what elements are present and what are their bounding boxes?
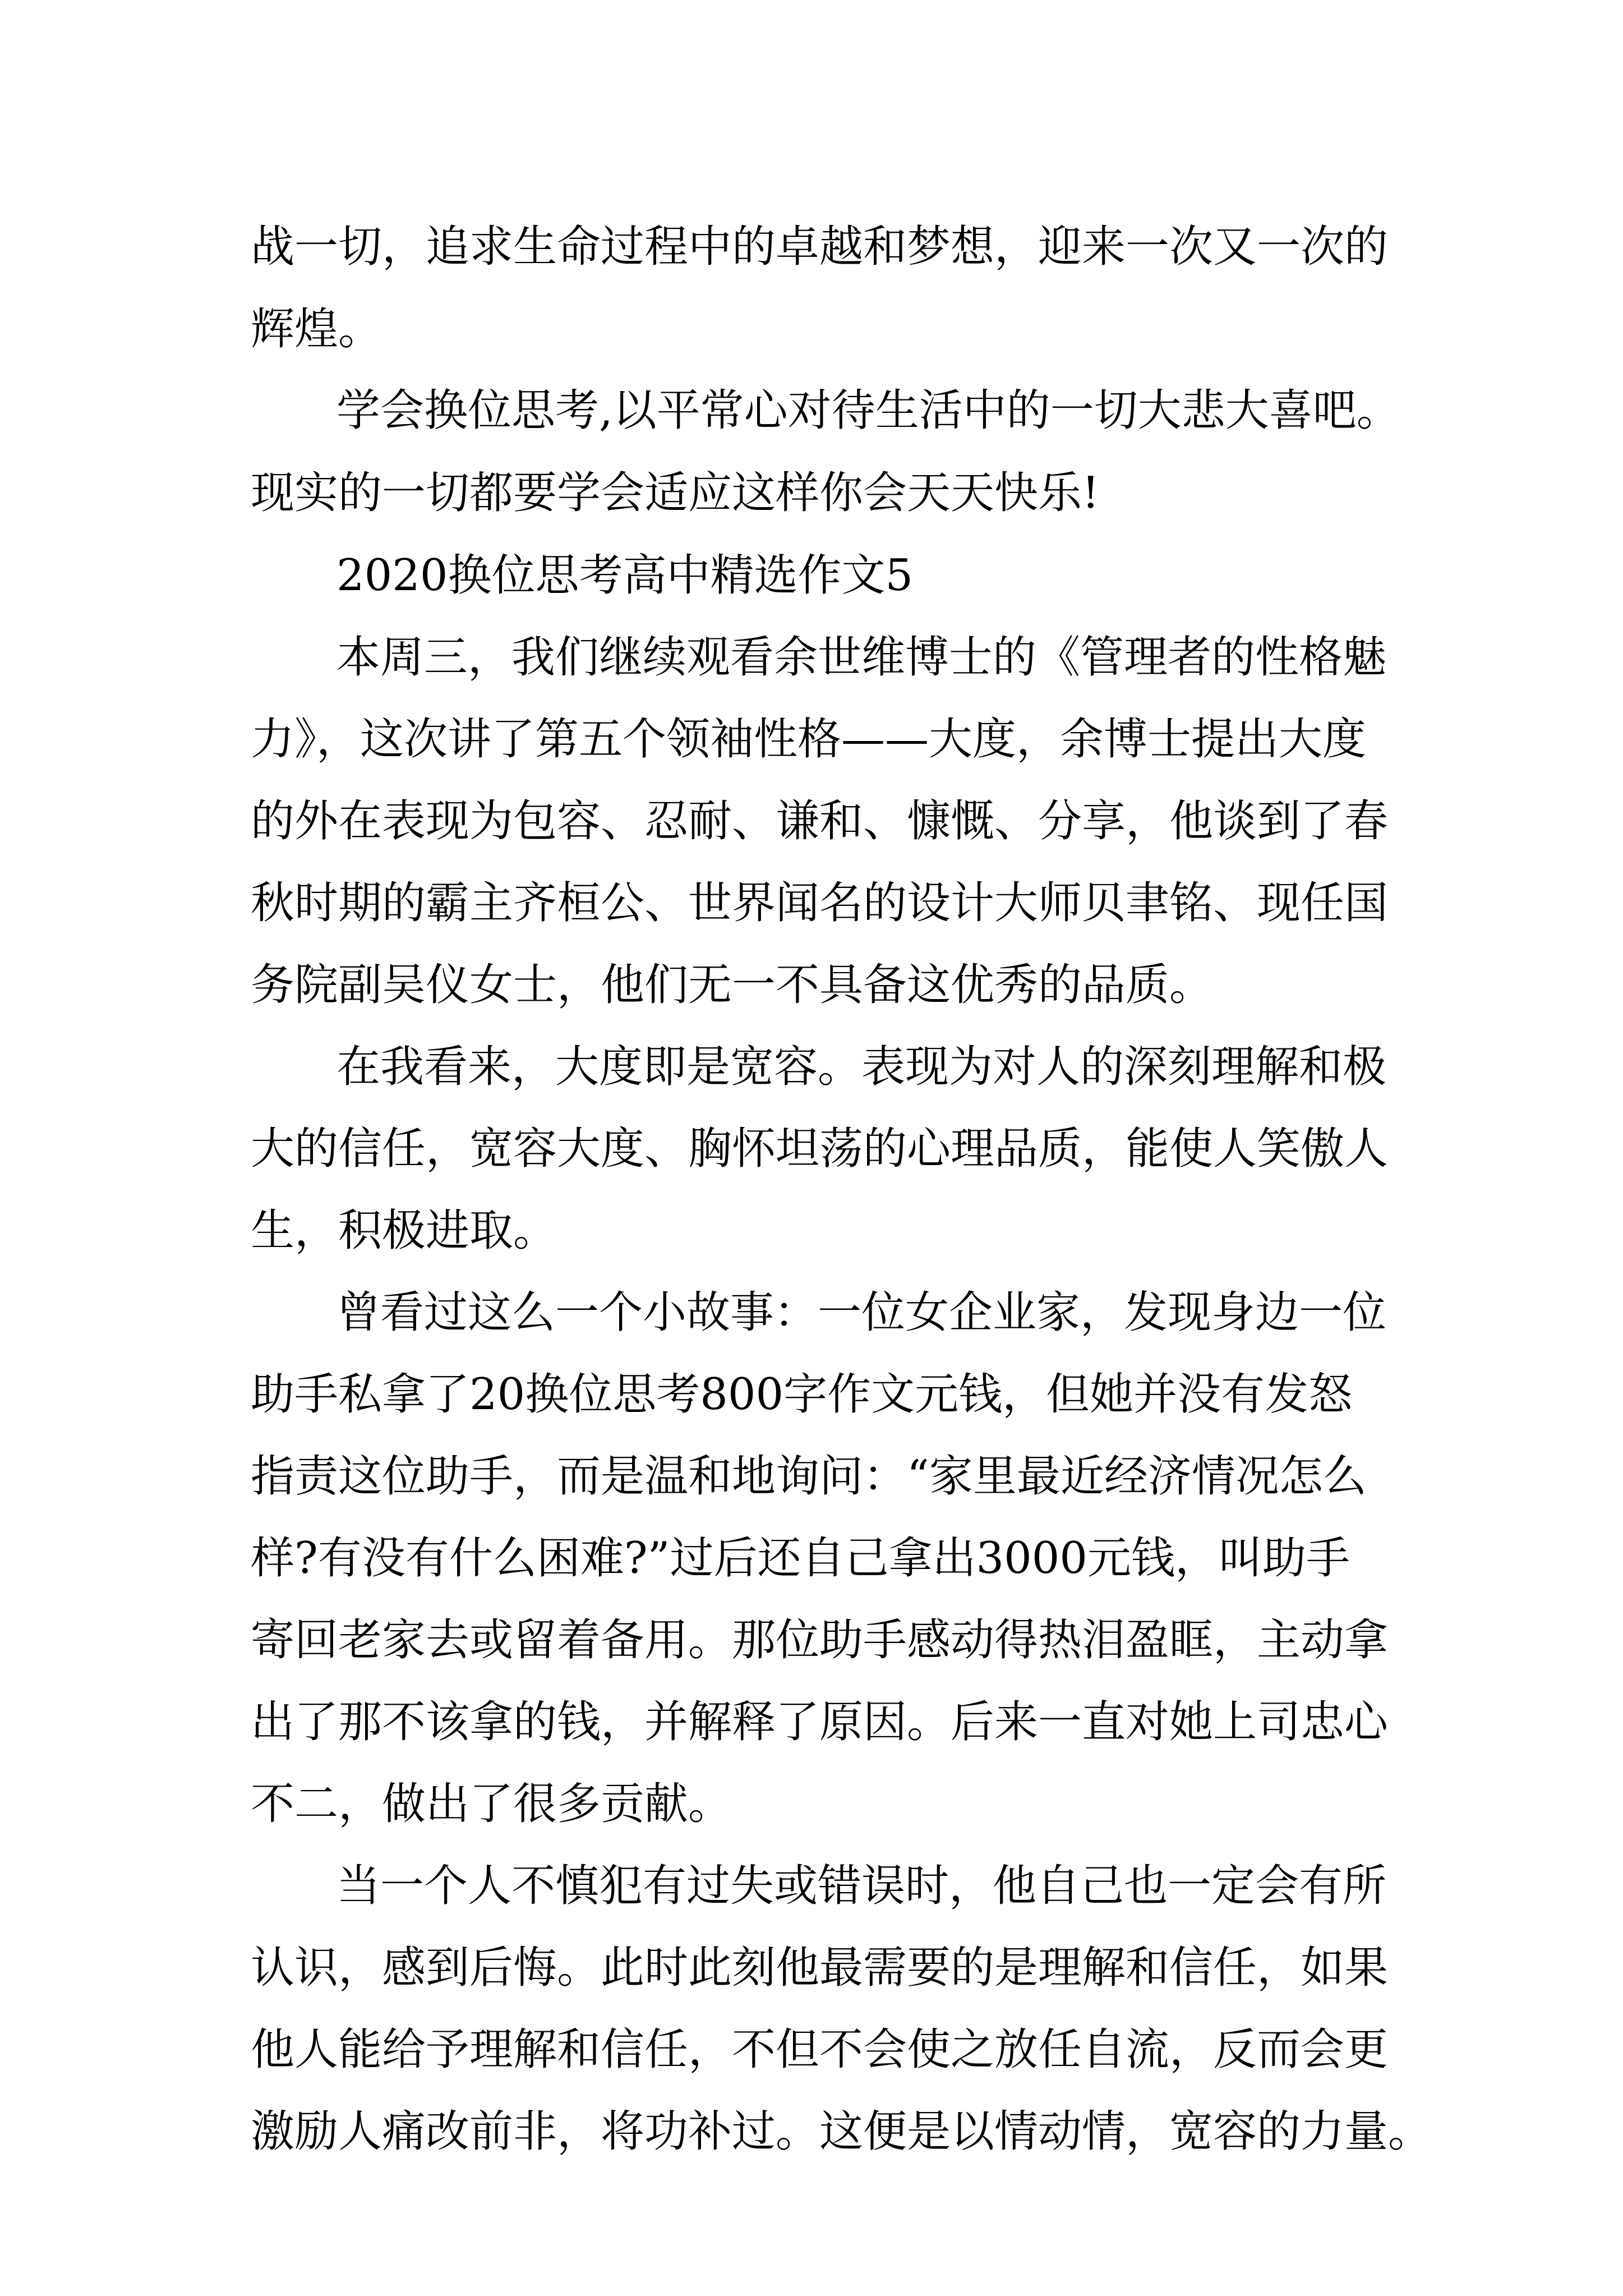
text-line: 现实的一切都要学会适应这样你会天天快乐! xyxy=(251,468,1100,518)
paragraph-first-line: 学会换位思考,以平常心对待生活中的一切大悲大喜吧。 xyxy=(336,385,1400,436)
paragraph-first-line: 本周三，我们继续观看余世维博士的《管理者的性格魅 xyxy=(336,632,1387,683)
text-line: 助手私拿了20换位思考800字作文元钱，但她并没有发怒 xyxy=(251,1369,1353,1420)
text-line: 战一切，追求生命过程中的卓越和梦想，迎来一次又一次的 xyxy=(251,222,1389,272)
section-heading: 2020换位思考高中精选作文5 xyxy=(336,550,914,601)
paragraph-first-line: 当一个人不慎犯有过失或错误时，他自己也一定会有所 xyxy=(336,1861,1387,1911)
text-line: 激励人痛改前非，将功补过。这便是以情动情，宽容的力量。 xyxy=(251,2106,1432,2157)
text-line: 辉煌。 xyxy=(251,304,382,355)
paragraph-first-line: 在我看来，大度即是宽容。表现为对人的深刻理解和极 xyxy=(336,1042,1387,1092)
text-line: 力》，这次讲了第五个领袖性格——大度，余博士提出大度 xyxy=(251,714,1367,765)
text-line: 务院副吴仪女士，他们无一不具备这优秀的品质。 xyxy=(251,960,1214,1010)
text-line: 不二，做出了很多贡献。 xyxy=(251,1779,732,1829)
text-line: 出了那不该拿的钱，并解释了原因。后来一直对她上司忠心 xyxy=(251,1697,1389,1747)
text-line: 大的信任，宽容大度、胸怀坦荡的心理品质，能使人笑傲人 xyxy=(251,1124,1389,1174)
text-line: 指责这位助手，而是温和地询问：“家里最近经济情况怎么 xyxy=(251,1451,1367,1502)
text-line: 样?有没有什么困难?”过后还自己拿出3000元钱，叫助手 xyxy=(251,1533,1350,1584)
paragraph-first-line: 曾看过这么一个小故事：一位女企业家，发现身边一位 xyxy=(336,1287,1387,1338)
text-line: 生，积极进取。 xyxy=(251,1205,557,1256)
text-line: 寄回老家去或留着备用。那位助手感动得热泪盈眶，主动拿 xyxy=(251,1615,1389,1665)
text-line: 认识，感到后悔。此时此刻他最需要的是理解和信任，如果 xyxy=(251,1943,1389,1993)
text-line: 他人能给予理解和信任，不但不会使之放任自流，反而会更 xyxy=(251,2024,1389,2075)
text-line: 秋时期的霸主齐桓公、世界闻名的设计大师贝聿铭、现任国 xyxy=(251,878,1389,928)
text-line: 的外在表现为包容、忍耐、谦和、慷慨、分享，他谈到了春 xyxy=(251,796,1389,846)
